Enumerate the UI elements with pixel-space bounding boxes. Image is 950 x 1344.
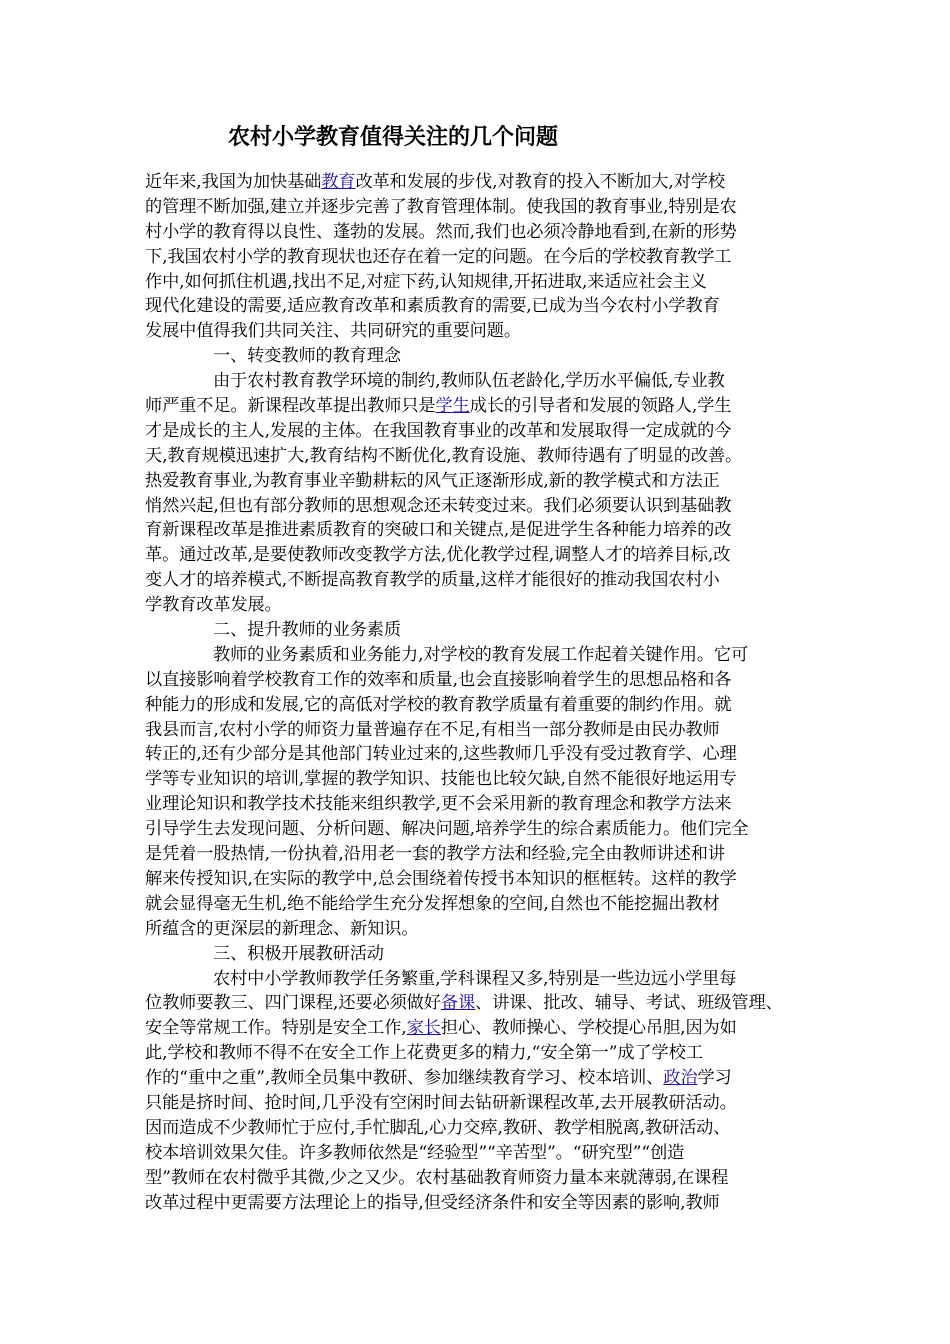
indented-text-line: [145, 618, 827, 643]
text-segment: 热爱教育事业,为教育事业辛勤耕耘的风气正逐渐形成,新的教学模式和方法正: [145, 470, 720, 491]
text-line: [145, 568, 827, 593]
text-segment: 育新课程改革是推进素质教育的突破口和关键点,是促进学生各种能力培养的改: [145, 520, 732, 541]
text-segment: 担心、教师操心、学校提心吊胆,因为如: [440, 1018, 737, 1039]
text-segment: 此,学校和教师不得不在安全工作上花费更多的精力,“安全第一”成了学校工: [145, 1043, 703, 1064]
text-segment: 只能是挤时间、抢时间,几乎没有空闲时间去钻研新课程改革,去开展教研活动。: [145, 1092, 737, 1113]
text-segment: 所蕴含的更深层的新理念、新知识。: [145, 918, 419, 939]
text-segment: 改革和发展的步伐,对教育的投入不断加大,对学校: [355, 172, 726, 192]
text-segment: 的管理不断加强,建立并逐步完善了教育管理体制。使我国的教育事业,特别是农: [145, 196, 737, 217]
text-line: [145, 668, 827, 693]
text-segment: 作中,如何抓住机遇,找出不足,对症下药,认知规律,开拓进取,来适应社会主义: [145, 271, 707, 292]
text-segment: 发展中值得我们共同关注、共同研究的重要问题。: [145, 321, 521, 342]
keyword-link[interactable]: 政治: [663, 1068, 698, 1089]
text-segment: 位教师要教三、四门课程,还要必须做好: [145, 993, 441, 1014]
text-segment: 安全等常规工作。特别是安全工作,: [145, 1018, 407, 1039]
text-segment: 学教育改革发展。: [145, 595, 282, 616]
text-segment: 二、提升教师的业务素质: [213, 620, 401, 641]
text-segment: 一、转变教师的教育理念: [213, 346, 401, 367]
text-line: [145, 245, 827, 270]
text-segment: 型”教师在农村微乎其微,少之又少。农村基础教育师资力量本来就薄弱,在课程: [145, 1167, 729, 1188]
text-line: [145, 444, 827, 469]
text-line: [145, 767, 827, 792]
text-segment: 天,教育规模迅速扩大,教育结构不断优化,教育设施、教师待遇有了明显的改善。: [145, 445, 743, 466]
text-line: [145, 817, 827, 842]
text-segment: 学习: [697, 1068, 732, 1089]
text-segment: 种能力的形成和发展,它的高低对学校的教育教学质量有着重要的制约作用。就: [145, 694, 732, 715]
text-segment: 解来传授知识,在实际的教学中,总会围绕着传授书本知识的框框转。这样的教学: [145, 868, 737, 889]
text-segment: 下,我国农村小学的教育现状也还存在着一定的问题。在今后的学校教育教学工: [145, 246, 732, 267]
text-line: [145, 1066, 827, 1091]
text-line: [145, 593, 827, 618]
keyword-link[interactable]: 家长: [406, 1018, 441, 1039]
text-line: [145, 543, 827, 568]
text-segment: 是凭着一股热情,一份执着,沿用老一套的教学方法和经验,完全由教师讲述和讲: [145, 844, 725, 865]
text-line: [145, 518, 827, 543]
text-line: [145, 1166, 827, 1191]
indented-text-line: [145, 942, 827, 967]
text-segment: 、讲课、批改、辅导、考试、班级管理、: [475, 993, 783, 1014]
text-line: [145, 792, 827, 817]
text-segment: 学等专业知识的培训,掌握的教学知识、技能也比较欠缺,自然不能很好地运用专: [145, 769, 737, 790]
text-line: [145, 892, 827, 917]
indented-text-line: [145, 643, 827, 668]
text-line: [145, 718, 827, 743]
text-line: [145, 693, 827, 718]
text-line: [145, 1116, 827, 1141]
text-segment: 业理论知识和教学技术技能来组织教学,更不会采用新的教育理念和教学方法来: [145, 794, 732, 815]
document-body: [145, 170, 827, 1215]
text-segment: 作的“重中之重”,教师全员集中教研、参加继续教育学习、校本培训、: [145, 1068, 664, 1089]
indented-text-line: [145, 344, 827, 369]
text-line: [145, 842, 827, 867]
text-line: [145, 469, 827, 494]
keyword-link[interactable]: 备课: [440, 993, 476, 1014]
text-line: [145, 1041, 827, 1066]
text-segment: 革。通过改革,是要使教师改变教学方法,优化教学过程,调整人才的培养目标,改: [145, 545, 731, 566]
text-segment: 改革过程中更需要方法理论上的指导,但受经济条件和安全等因素的影响,教师: [145, 1192, 720, 1213]
text-segment: 由于农村教育教学环境的制约,教师队伍老龄化,学历水平偏低,专业教: [213, 371, 725, 392]
text-line: [145, 1091, 827, 1116]
text-segment: 现代化建设的需要,适应教育改革和素质教育的需要,已成为当今农村小学教育: [145, 296, 720, 317]
text-segment: 变人才的培养模式,不断提高教育教学的质量,这样才能很好的推动我国农村小: [145, 570, 720, 591]
text-segment: 教师的业务素质和业务能力,对学校的教育发展工作起着关键作用。它可: [213, 644, 749, 665]
text-segment: 才是成长的主人,发展的主体。在我国教育事业的改革和发展取得一定成就的今: [145, 420, 732, 441]
text-line: [145, 742, 827, 767]
text-segment: 农村中小学教师教学任务繁重,学科课程又多,特别是一些边远小学里每: [213, 968, 737, 989]
text-segment: 校本培训效果欠佳。许多教师依然是“经验型”“辛苦型”。“研究型”“创造: [145, 1142, 685, 1163]
text-segment: 转正的,还有少部分是其他部门转业过来的,这些教师几乎没有受过教育学、心理: [145, 744, 737, 765]
indented-text-line: [145, 369, 827, 394]
text-line: [145, 991, 827, 1016]
text-line: [145, 294, 827, 319]
text-line: [145, 195, 827, 220]
text-segment: 三、积极开展教研活动: [213, 943, 384, 964]
text-line: [145, 220, 827, 245]
text-segment: 就会显得毫无生机,绝不能给学生充分发挥想象的空间,自然也不能挖掘出教材: [145, 893, 720, 914]
text-segment: 因而造成不少教师忙于应付,手忙脚乱,心力交瘁,教研、教学相脱离,教研活动、: [145, 1117, 731, 1138]
text-segment: 村小学的教育得以良性、蓬勃的发展。然而,我们也必须冷静地看到,在新的形势: [145, 221, 737, 242]
text-line: [145, 1141, 827, 1166]
text-segment: 近年来,我国为加快基础: [145, 172, 322, 192]
text-line: [145, 917, 827, 942]
text-line: [145, 1191, 827, 1216]
text-segment: 师严重不足。新课程改革提出教师只是: [145, 396, 436, 417]
indented-text-line: [145, 967, 827, 992]
text-line: [145, 1016, 827, 1041]
text-line: [145, 419, 827, 444]
keyword-link[interactable]: 教育: [321, 172, 356, 192]
text-segment: 以直接影响着学校教育工作的效率和质量,也会直接影响着学生的思想品格和各: [145, 669, 732, 690]
text-segment: 悄然兴起,但也有部分教师的思想观念还未转变过来。我们必须要认识到基础教: [145, 495, 732, 516]
document-title: 农村小学教育值得关注的几个问题: [228, 124, 559, 150]
text-segment: 成长的引导者和发展的领路人,学生: [469, 396, 732, 417]
text-line: [145, 270, 827, 295]
text-line: [145, 494, 827, 519]
text-line: [145, 394, 827, 419]
text-segment: 引导学生去发现问题、分析问题、解决问题,培养学生的综合素质能力。他们完全: [145, 819, 749, 840]
keyword-link[interactable]: 学生: [435, 396, 470, 417]
text-segment: 我县而言,农村小学的师资力量普遍存在不足,有相当一部分教师是由民办教师: [145, 719, 720, 740]
text-line: [145, 170, 827, 195]
text-line: [145, 867, 827, 892]
text-line: [145, 319, 827, 344]
